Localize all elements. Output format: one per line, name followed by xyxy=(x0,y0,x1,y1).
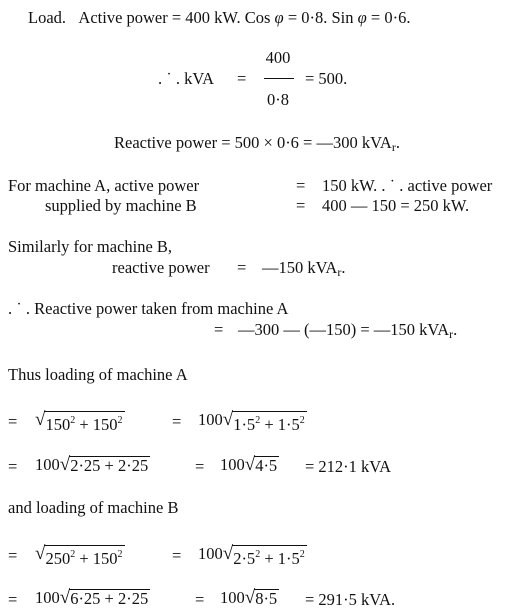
exponent: 2 xyxy=(299,415,305,426)
b2-sqrt-2 xyxy=(220,588,279,608)
radicand-part: + 150 xyxy=(75,549,118,568)
a2-result: = 212·1 kVA xyxy=(305,457,392,476)
period: . xyxy=(341,258,346,277)
taken-value xyxy=(238,320,457,344)
load-text-3: = 0·6. xyxy=(366,8,411,27)
radicand-part: + 1·5 xyxy=(260,415,300,434)
a2-sqrt xyxy=(35,455,150,475)
taken-equals: = xyxy=(214,320,224,339)
load-line xyxy=(28,8,410,28)
a1-sqrt-2 xyxy=(198,410,307,434)
similarly-text: Similarly for machine B, xyxy=(8,237,173,256)
b2-result: = 291·5 kVA. xyxy=(305,590,396,609)
coefficient: 100 xyxy=(198,544,223,563)
reactive-power-label: reactive power xyxy=(112,258,210,277)
taken-val-text: —300 — (—150) = —150 kVA xyxy=(238,320,450,339)
fraction-bar xyxy=(264,78,294,79)
radicand-part: + 150 xyxy=(75,415,118,434)
radicand-part: + 1·5 xyxy=(260,549,300,568)
machine-b-value: 400 — 150 = 250 kW. xyxy=(322,196,470,215)
load-label: Load. xyxy=(28,8,67,27)
sqrt-icon: √ xyxy=(222,543,234,564)
sqrt-icon: √ xyxy=(35,543,46,564)
a2-sqrt-2 xyxy=(220,455,279,475)
sqrt-icon: √ xyxy=(35,409,46,430)
kva-left: . ˙ . kVA xyxy=(158,69,215,88)
load-text-2: = 0·8. Sin xyxy=(283,8,354,27)
machine-b-equals: = xyxy=(296,196,306,215)
sqrt-icon: √ xyxy=(59,454,71,475)
kva-equals: = xyxy=(237,69,247,88)
exponent: 2 xyxy=(299,549,305,560)
radicand-part: 250 xyxy=(45,549,71,568)
coefficient: 100 xyxy=(220,588,245,607)
radicand-part: 2·5 xyxy=(233,549,256,568)
b1-sqrt-2 xyxy=(198,544,307,568)
a2-equals: = xyxy=(8,457,18,476)
radicand: 6·25 + 2·25 xyxy=(70,589,149,608)
thus-loading-a: Thus loading of machine A xyxy=(8,365,188,384)
and-loading-b: and loading of machine B xyxy=(8,498,179,517)
a1-equals: = xyxy=(8,412,18,431)
machine-a-value: 150 kW. . ˙ . active power xyxy=(322,176,493,195)
exponent: 2 xyxy=(255,415,261,426)
exponent: 2 xyxy=(70,549,76,560)
a2-equals-2: = xyxy=(195,457,205,476)
radicand: 8·5 xyxy=(255,589,278,608)
radicand: 2·25 + 2·25 xyxy=(70,456,149,475)
phi-symbol: φ xyxy=(274,8,284,27)
machine-b-text: supplied by machine B xyxy=(45,196,197,215)
exponent: 2 xyxy=(117,549,123,560)
sqrt-icon: √ xyxy=(222,409,234,430)
coefficient: 100 xyxy=(220,455,245,474)
reactive-text: Reactive power = 500 × 0·6 = —300 kVA xyxy=(114,133,392,152)
radicand-part: 150 xyxy=(45,415,71,434)
machine-a-text: For machine A, active power xyxy=(8,176,200,195)
coefficient: 100 xyxy=(35,455,60,474)
coefficient: 100 xyxy=(35,588,60,607)
radicand-part: 1·5 xyxy=(233,415,256,434)
b2-sqrt xyxy=(35,588,150,608)
fraction-numerator: 400 xyxy=(265,48,291,67)
b2-equals: = xyxy=(8,590,18,609)
sqrt-icon: √ xyxy=(244,454,256,475)
reactive-power-line xyxy=(114,133,400,157)
reactive-taken-text: . ˙ . Reactive power taken from machine A xyxy=(8,299,289,318)
radicand: 4·5 xyxy=(255,456,278,475)
reactive-val-text: —150 kVA xyxy=(262,258,338,277)
load-text-1: Active power = 400 kW. Cos xyxy=(78,8,271,27)
b1-sqrt xyxy=(35,544,125,568)
a1-equals-2: = xyxy=(172,412,182,431)
subscript-r: r xyxy=(337,265,342,279)
subscript-r: r xyxy=(449,327,454,341)
coefficient: 100 xyxy=(198,410,223,429)
exponent: 2 xyxy=(255,549,261,560)
b1-equals: = xyxy=(8,546,18,565)
machine-a-equals: = xyxy=(296,176,306,195)
exponent: 2 xyxy=(117,415,123,426)
sqrt-icon: √ xyxy=(244,587,256,608)
period: . xyxy=(395,133,400,152)
kva-right: = 500. xyxy=(305,69,348,88)
subscript-r: r xyxy=(391,140,396,154)
a1-sqrt xyxy=(35,410,125,434)
b1-equals-2: = xyxy=(172,546,182,565)
period: . xyxy=(453,320,458,339)
fraction-denominator: 0·8 xyxy=(267,90,289,109)
reactive-equals: = xyxy=(237,258,247,277)
reactive-value xyxy=(262,258,345,282)
b2-equals-2: = xyxy=(195,590,205,609)
sqrt-icon: √ xyxy=(59,587,71,608)
phi-symbol: φ xyxy=(357,8,367,27)
exponent: 2 xyxy=(70,415,76,426)
